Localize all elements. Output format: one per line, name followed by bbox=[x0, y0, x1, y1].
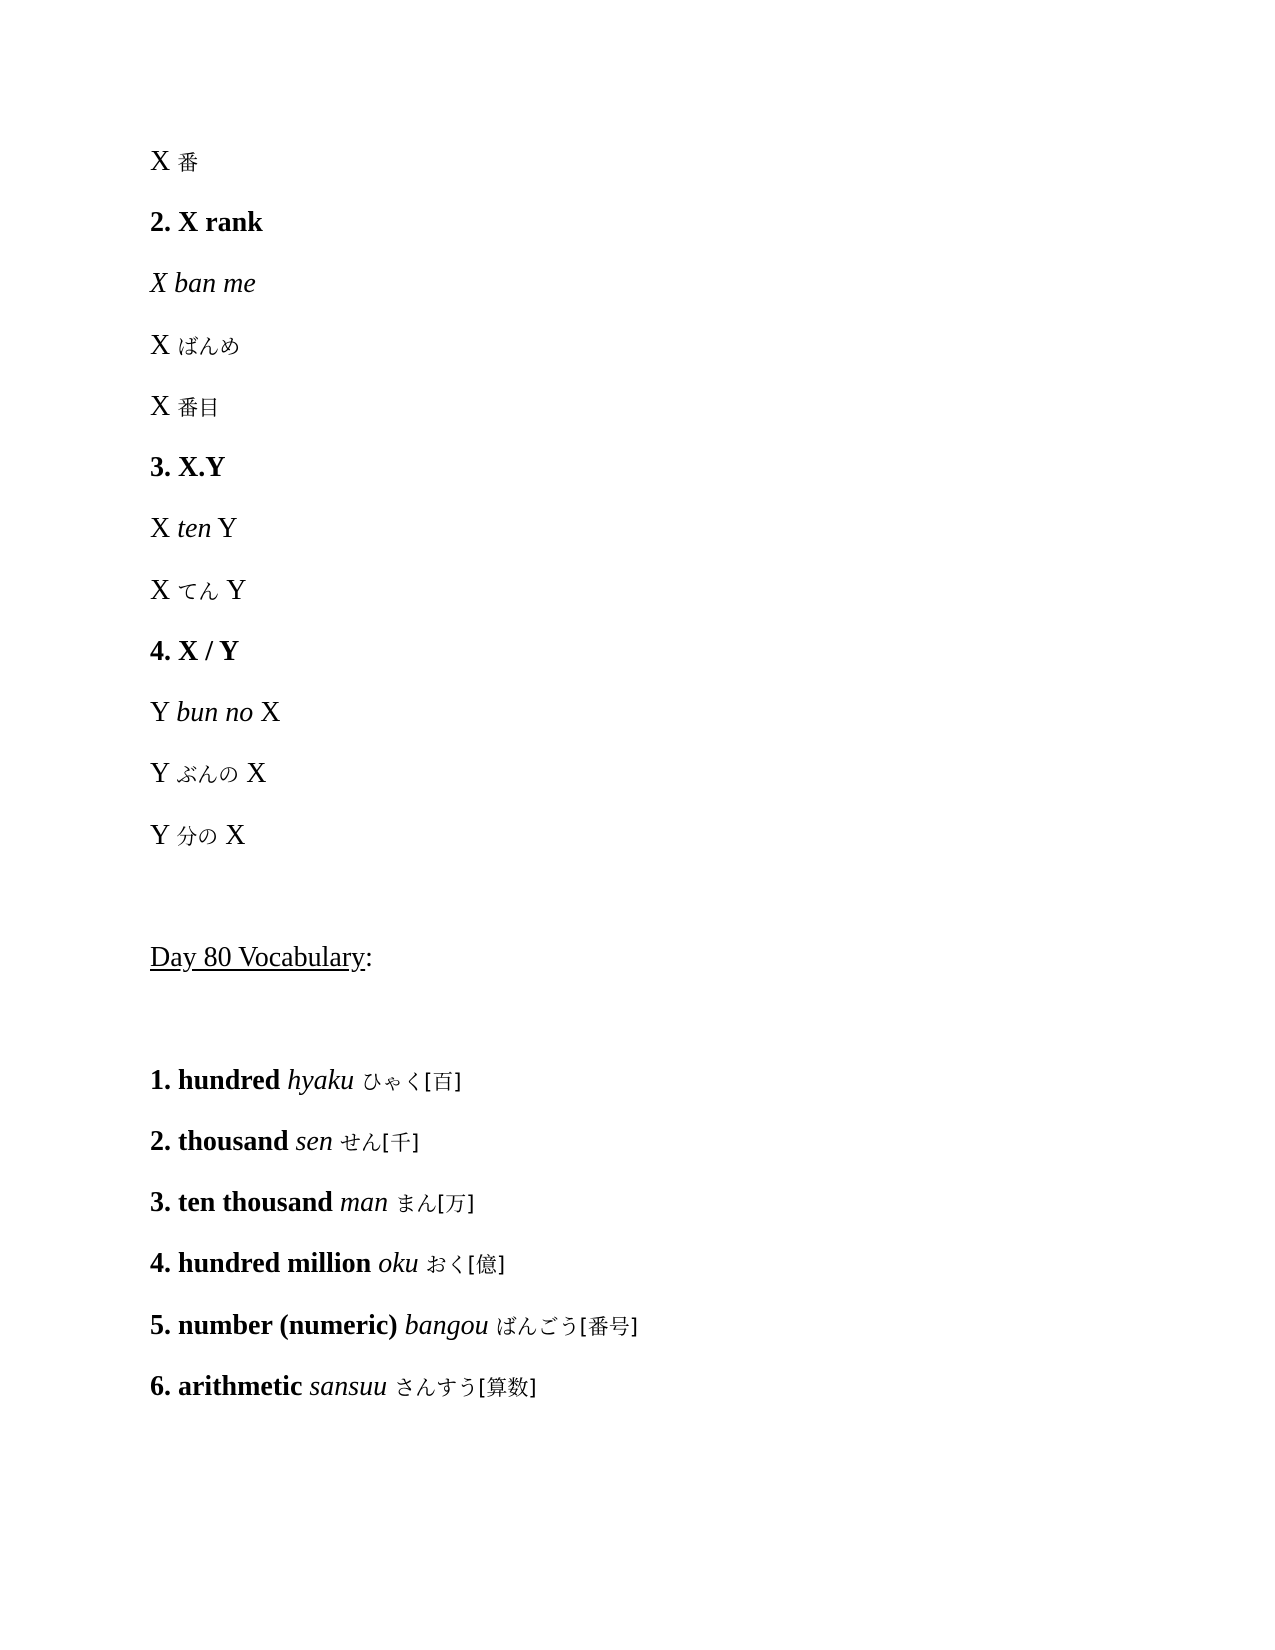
jp-text: てん bbox=[177, 580, 220, 604]
vocab-heading: Day 80 Vocabulary bbox=[150, 942, 366, 973]
vocab-english: 1. hundred bbox=[150, 1065, 281, 1096]
vocab-english: 6. arithmetic bbox=[150, 1371, 303, 1402]
vocab-kanji: [億] bbox=[467, 1253, 506, 1277]
jp-text: ぶんの bbox=[176, 763, 240, 787]
decimal-kana-line bbox=[150, 575, 246, 608]
vocab-english: 2. thousand bbox=[150, 1126, 289, 1157]
vocab-kana bbox=[426, 1253, 505, 1277]
var-x: X bbox=[150, 330, 171, 361]
vocab-item bbox=[150, 1371, 537, 1404]
vocab-romaji: bangou bbox=[404, 1310, 489, 1341]
vocab-kana-text: ばんごう bbox=[495, 1315, 580, 1339]
vocab-kana bbox=[340, 1131, 419, 1155]
vocab-kanji: [番号] bbox=[579, 1315, 638, 1339]
decimal-heading: 3. X.Y bbox=[150, 452, 226, 483]
vocab-romaji: hyaku bbox=[287, 1065, 355, 1096]
var-y: Y bbox=[217, 513, 238, 544]
rank-kanji-line bbox=[150, 391, 219, 424]
vocab-kana bbox=[394, 1376, 536, 1400]
rank-romaji-line: X ban me bbox=[150, 268, 256, 299]
vocab-item bbox=[150, 1126, 419, 1159]
jp-text: 番目 bbox=[177, 396, 220, 420]
jp-text: ばんめ bbox=[177, 335, 241, 359]
vocab-kana bbox=[361, 1070, 461, 1094]
jp-text: 番 bbox=[177, 151, 199, 175]
rank-heading: 2. X rank bbox=[150, 207, 263, 238]
rank-kana-line bbox=[150, 330, 240, 363]
vocab-kana-text: おく bbox=[425, 1253, 468, 1277]
vocab-heading-line bbox=[150, 942, 373, 974]
fraction-romaji-line bbox=[150, 697, 280, 729]
rank-kanji-short-line bbox=[150, 146, 198, 179]
decimal-romaji-line bbox=[150, 513, 238, 545]
vocab-kana bbox=[496, 1315, 638, 1339]
var-y: Y bbox=[150, 697, 170, 728]
var-y: Y bbox=[150, 758, 170, 789]
var-x: X bbox=[150, 513, 171, 544]
vocab-item bbox=[150, 1310, 638, 1343]
vocab-kanji: [百] bbox=[424, 1070, 462, 1094]
vocab-kanji: [千] bbox=[381, 1131, 420, 1155]
var-x: X bbox=[150, 146, 171, 177]
vocab-kana-text: まん bbox=[395, 1192, 438, 1216]
jp-text: 分の bbox=[176, 825, 219, 849]
vocab-english: 3. ten thousand bbox=[150, 1187, 333, 1218]
var-x: X bbox=[150, 575, 171, 606]
romaji-word: bun no bbox=[176, 697, 254, 728]
vocab-romaji: sansuu bbox=[309, 1371, 388, 1402]
vocab-item bbox=[150, 1187, 474, 1220]
vocab-item bbox=[150, 1248, 505, 1281]
vocab-kana-text: せん bbox=[339, 1131, 382, 1155]
var-y: Y bbox=[150, 820, 170, 851]
fraction-kana-line bbox=[150, 758, 266, 791]
vocab-romaji: oku bbox=[378, 1248, 419, 1279]
fraction-kanji-line bbox=[150, 820, 245, 853]
romaji-word: ten bbox=[177, 513, 212, 544]
vocab-kanji: [万] bbox=[437, 1192, 475, 1216]
vocab-kanji: [算数] bbox=[478, 1376, 537, 1400]
var-y: Y bbox=[226, 575, 247, 606]
vocab-romaji: sen bbox=[295, 1126, 333, 1157]
vocab-english: 4. hundred million bbox=[150, 1248, 372, 1279]
vocab-item bbox=[150, 1065, 461, 1098]
vocab-romaji: man bbox=[339, 1187, 389, 1218]
fraction-heading: 4. X / Y bbox=[150, 636, 240, 667]
var-x: X bbox=[260, 697, 281, 728]
vocab-kana bbox=[395, 1192, 474, 1216]
var-x: X bbox=[150, 391, 171, 422]
vocab-kana-text: さんすう bbox=[394, 1376, 479, 1400]
vocab-heading-colon: : bbox=[365, 942, 373, 973]
var-x: X bbox=[246, 758, 267, 789]
vocab-kana-text: ひゃく bbox=[361, 1070, 425, 1094]
vocab-english: 5. number (numeric) bbox=[150, 1310, 398, 1341]
var-x: X bbox=[225, 820, 246, 851]
